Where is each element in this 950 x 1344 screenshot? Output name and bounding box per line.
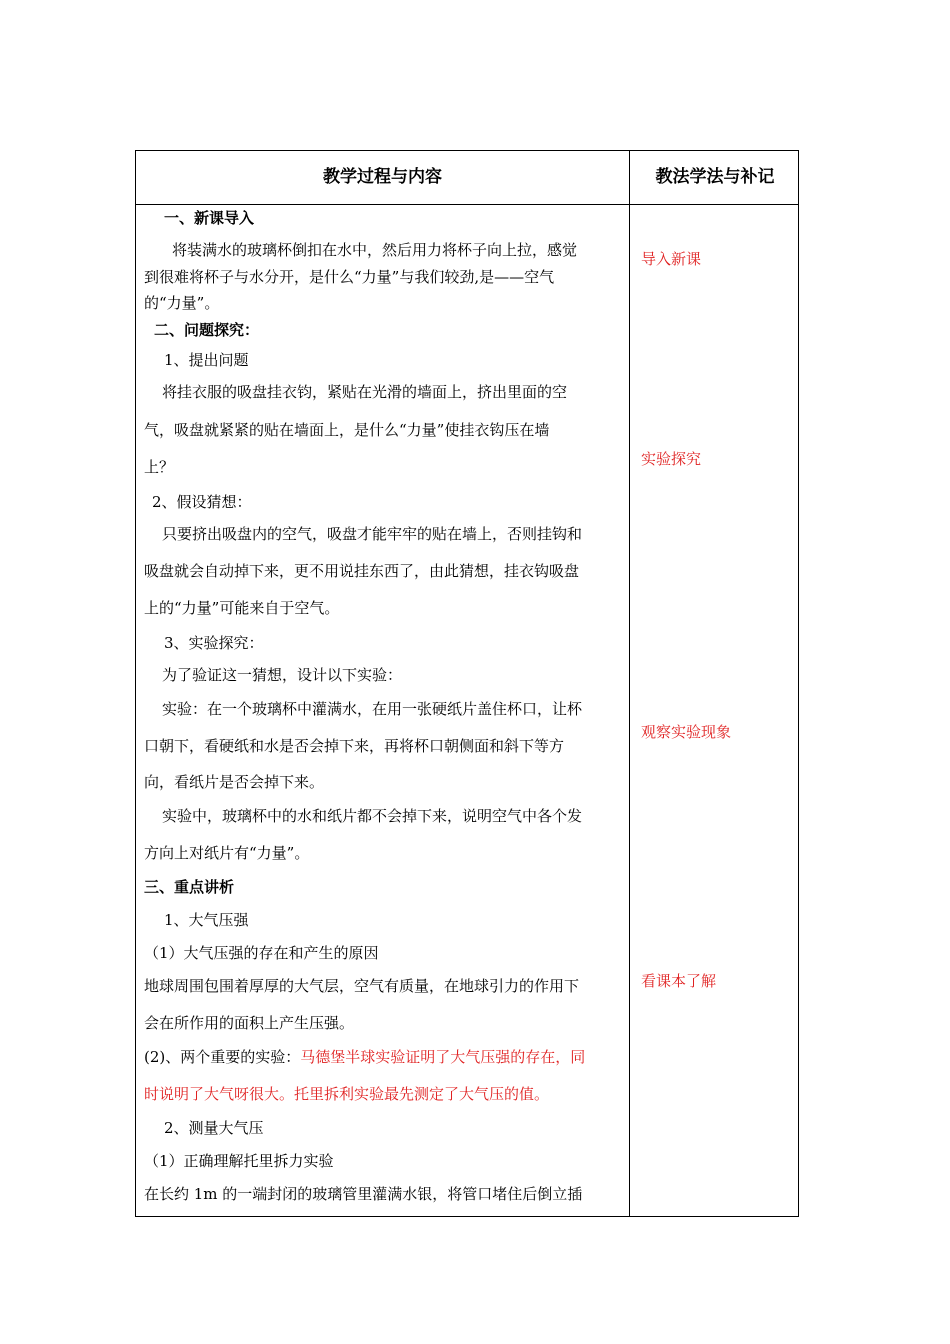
subsection-heading: 3、实验探究： <box>164 634 264 652</box>
experiments-highlight-line: 时说明了大气呀很大。托里拆利实验最先测定了大气压的值。 <box>144 1085 550 1103</box>
paragraph-line: 将挂衣服的吸盘挂衣钧，紧贴在光滑的墙面上，挤出里面的空 <box>162 383 568 401</box>
section-1-para-line: 到很难将杯子与水分开，是什么“力量”与我们较劲,是——空气 <box>144 268 555 286</box>
paragraph-line: 只要挤出吸盘内的空气，吸盘才能牢牢的贴在墙上，否则挂钩和 <box>162 525 583 543</box>
paragraph-line: 实验：在一个玻璃杯中灌满水，在用一张硬纸片盖住杯口，让杯 <box>162 700 583 718</box>
experiments-highlight: 马德堡半球实验证明了大气压强的存在，同 <box>300 1048 586 1066</box>
subsection-heading: （1）大气压强的存在和产生的原因 <box>144 944 379 962</box>
paragraph-line: 向，看纸片是否会掉下来。 <box>144 773 325 791</box>
paragraph-line: 气，吸盘就紧紧的贴在墙面上，是什么“力量”使挂衣钩压在墙 <box>144 421 550 439</box>
header-process-content: 教学过程与内容 <box>323 167 442 187</box>
paragraph-line: 会在所作用的面积上产生压强。 <box>144 1014 355 1032</box>
subsection-heading: （1）正确理解托里拆力实验 <box>144 1152 334 1170</box>
section-1-title: 一、新课导入 <box>164 209 255 227</box>
note-read-textbook: 看课本了解 <box>641 972 717 990</box>
paragraph-line: 上的“力量”可能来自于空气。 <box>144 599 340 617</box>
note-experiment-explore: 实验探究 <box>641 450 702 468</box>
lesson-table <box>135 150 799 1217</box>
subsection-heading: 2、测量大气压 <box>164 1119 264 1137</box>
section-1-para-line: 将装满水的玻璃杯倒扣在水中，然后用力将杯子向上拉，感觉 <box>172 241 578 259</box>
paragraph-line: 为了验证这一猜想，设计以下实验： <box>162 666 403 684</box>
note-introduce-lesson: 导入新课 <box>641 250 702 268</box>
header-method-notes: 教法学法与补记 <box>655 167 775 187</box>
section-1-para-line: 的“力量”。 <box>144 294 220 312</box>
column-divider <box>629 151 630 1216</box>
subsection-heading: 1、提出问题 <box>164 351 249 369</box>
experiments-prefix: (2)、两个重要的实验： <box>144 1048 301 1066</box>
paragraph-line: 口朝下，看硬纸和水是否会掉下来，再将杯口朝侧面和斜下等方 <box>144 737 565 755</box>
note-observe-phenomenon: 观察实验现象 <box>641 723 732 741</box>
paragraph-line: 上？ <box>144 458 175 476</box>
section-2-title: 二、问题探究： <box>154 321 260 339</box>
subsection-heading: 1、大气压强 <box>164 911 249 929</box>
paragraph-line: 吸盘就会自动掉下来，更不用说挂东西了，由此猜想，挂衣钩吸盘 <box>144 562 580 580</box>
paragraph-line: 在长约 1m 的一端封闭的玻璃管里灌满水银，将管口堵住后倒立插 <box>144 1185 583 1203</box>
paragraph-line: 地球周围包围着厚厚的大气层，空气有质量，在地球引力的作用下 <box>144 977 580 995</box>
header-divider <box>136 204 798 205</box>
paragraph-line: 方向上对纸片有“力量”。 <box>144 844 310 862</box>
section-3-title: 三、重点讲析 <box>144 878 235 896</box>
paragraph-line: 实验中，玻璃杯中的水和纸片都不会掉下来，说明空气中各个发 <box>162 807 583 825</box>
subsection-heading: 2、假设猜想： <box>152 493 252 511</box>
experiments-line <box>144 1047 585 1067</box>
